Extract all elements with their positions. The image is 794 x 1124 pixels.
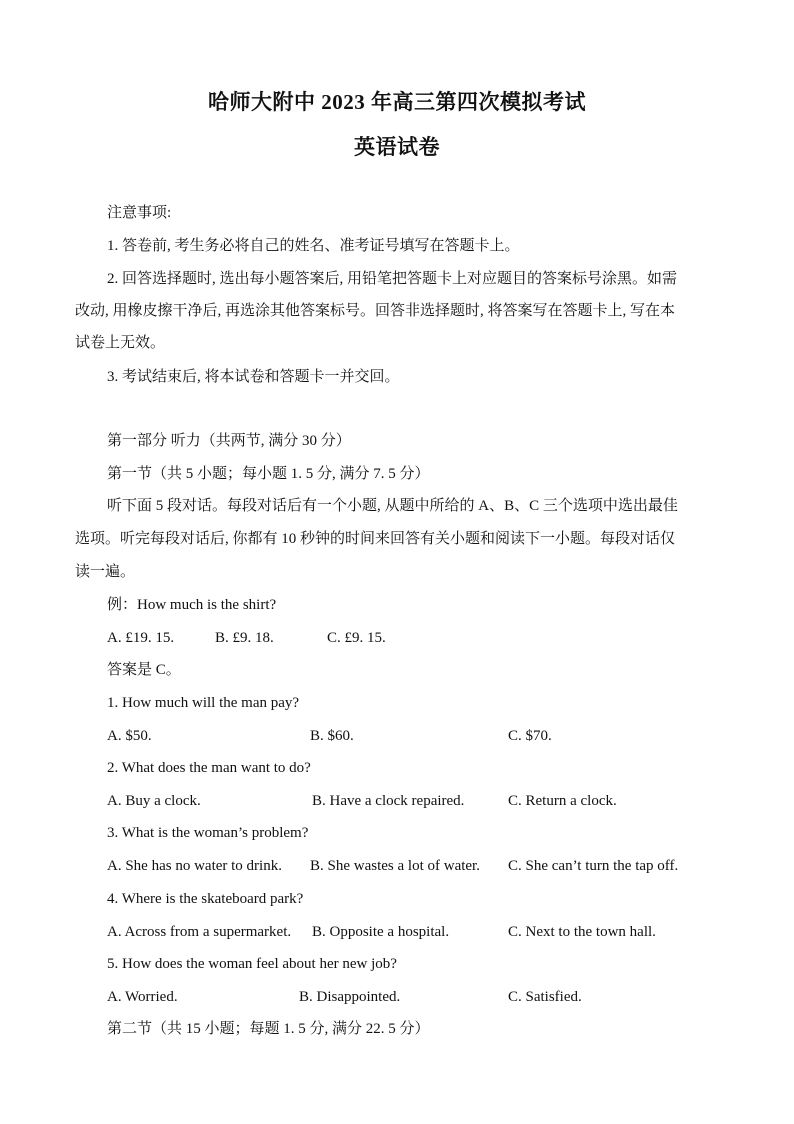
question-2-option-a: A. Buy a clock. xyxy=(107,793,201,809)
section1-heading: 第一节（共 5 小题；每小题 1. 5 分, 满分 7. 5 分） xyxy=(107,466,430,482)
notice-item-3: 3. 考试结束后, 将本试卷和答题卡一并交回。 xyxy=(107,369,400,385)
question-3-option-a: A. She has no water to drink. xyxy=(107,858,282,874)
question-4-option-b: B. Opposite a hospital. xyxy=(312,924,450,940)
question-3-option-b: B. She wastes a lot of water. xyxy=(310,858,480,874)
example-option-b: B. £9. 18. xyxy=(215,630,274,646)
question-1: 1. How much will the man pay? xyxy=(107,695,300,711)
question-5: 5. How does the woman feel about her new job? xyxy=(107,956,397,972)
question-4-option-a: A. Across from a supermarket. xyxy=(107,924,292,940)
question-3: 3. What is the woman’s problem? xyxy=(107,825,309,841)
question-4-option-c: C. Next to the town hall. xyxy=(508,924,656,940)
section2-heading: 第二节（共 15 小题；每题 1. 5 分, 满分 22. 5 分） xyxy=(107,1021,430,1037)
question-2: 2. What does the man want to do? xyxy=(107,760,311,776)
question-2-option-b: B. Have a clock repaired. xyxy=(312,793,465,809)
exam-title: 哈师大附中 2023 年高三第四次模拟考试 xyxy=(208,90,586,114)
question-5-option-c: C. Satisfied. xyxy=(508,989,582,1005)
example-option-c: C. £9. 15. xyxy=(327,630,386,646)
notice-item-2-line-1: 2. 回答选择题时, 选出每小题答案后, 用铅笔把答题卡上对应题目的答案标号涂黑。如需 xyxy=(107,271,678,287)
question-2-option-c: C. Return a clock. xyxy=(508,793,617,809)
exam-subtitle: 英语试卷 xyxy=(354,135,440,159)
part1-heading: 第一部分 听力（共两节, 满分 30 分） xyxy=(107,433,351,449)
question-5-option-b: B. Disappointed. xyxy=(299,989,401,1005)
notice-item-2-line-3: 试卷上无效。 xyxy=(75,335,166,351)
section1-instructions-line-2: 选项。听完每段对话后, 你都有 10 秒钟的时间来回答有关小题和阅读下一小题。每段对话仅 xyxy=(75,531,676,547)
question-4: 4. Where is the skateboard park? xyxy=(107,891,304,907)
section1-instructions-line-1: 听下面 5 段对话。每段对话后有一个小题, 从题中所给的 A、B、C 三个选项中选出最佳 xyxy=(107,498,678,514)
question-5-option-a: A. Worried. xyxy=(107,989,178,1005)
example-answer: 答案是 C。 xyxy=(107,662,181,678)
notice-heading: 注意事项: xyxy=(107,205,172,221)
section1-instructions-line-3: 读一遍。 xyxy=(75,564,136,580)
question-1-option-a: A. $50. xyxy=(107,728,152,744)
question-1-option-b: B. $60. xyxy=(310,728,354,744)
example-question: 例：How much is the shirt? xyxy=(107,597,277,613)
example-option-a: A. £19. 15. xyxy=(107,630,175,646)
notice-item-2-line-2: 改动, 用橡皮擦干净后, 再选涂其他答案标号。回答非选择题时, 将答案写在答题卡上, 写在本 xyxy=(75,303,676,319)
question-3-option-c: C. She can’t turn the tap off. xyxy=(508,858,679,874)
question-1-option-c: C. $70. xyxy=(508,728,552,744)
notice-item-1: 1. 答卷前, 考生务必将自己的姓名、准考证号填写在答题卡上。 xyxy=(107,238,520,254)
